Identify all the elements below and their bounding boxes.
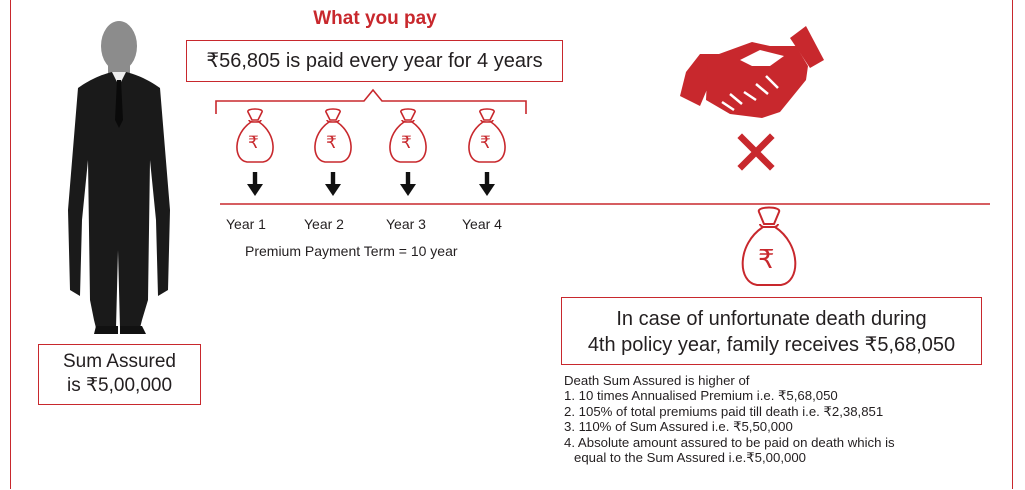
death-benefit-box xyxy=(561,297,982,365)
rupee-symbol: ₹ xyxy=(248,133,259,152)
sum-assured-line: is ₹5,00,000 xyxy=(66,375,173,396)
sum-assured-line: Sum Assured xyxy=(63,351,176,372)
down-arrow-icon xyxy=(479,172,495,196)
notes-heading: Death Sum Assured is higher of xyxy=(564,373,750,388)
down-arrow-icon xyxy=(247,172,263,196)
down-arrow-icon xyxy=(325,172,341,196)
premium-term-label: Premium Payment Term = 10 year xyxy=(245,243,458,259)
note-item: 2. 105% of total premiums paid till death i.e. ₹2,38,851 xyxy=(564,403,884,419)
year-label: Year 2 xyxy=(304,216,344,232)
year-label: Year 1 xyxy=(226,216,266,232)
year-label: Year 4 xyxy=(462,216,502,232)
sum-assured-box xyxy=(38,344,201,405)
note-item: 4. Absolute amount assured to be paid on death which is xyxy=(564,434,895,450)
note-item: 1. 10 times Annualised Premium i.e. ₹5,68,050 xyxy=(564,388,838,404)
person-icon xyxy=(68,21,170,334)
premium-box: ₹56,805 is paid every year for 4 years xyxy=(186,40,563,82)
year-label: Year 3 xyxy=(386,216,426,232)
rupee-symbol: ₹ xyxy=(401,133,412,152)
death-benefit-line: In case of unfortunate death during xyxy=(616,308,927,330)
note-item: 3. 110% of Sum Assured i.e. ₹5,50,000 xyxy=(564,419,793,435)
note-item-continued: equal to the Sum Assured i.e.₹5,00,000 xyxy=(574,450,806,466)
cross-icon xyxy=(742,138,770,166)
down-arrow-icon xyxy=(400,172,416,196)
rupee-symbol: ₹ xyxy=(326,133,337,152)
handshake-icon xyxy=(680,26,824,118)
death-benefit-line: 4th policy year, family receives ₹5,68,050 xyxy=(587,334,956,356)
rupee-symbol: ₹ xyxy=(758,244,775,274)
death-sum-notes xyxy=(564,373,1004,465)
rupee-symbol: ₹ xyxy=(480,133,491,152)
what-you-pay-title: What you pay xyxy=(313,8,437,29)
